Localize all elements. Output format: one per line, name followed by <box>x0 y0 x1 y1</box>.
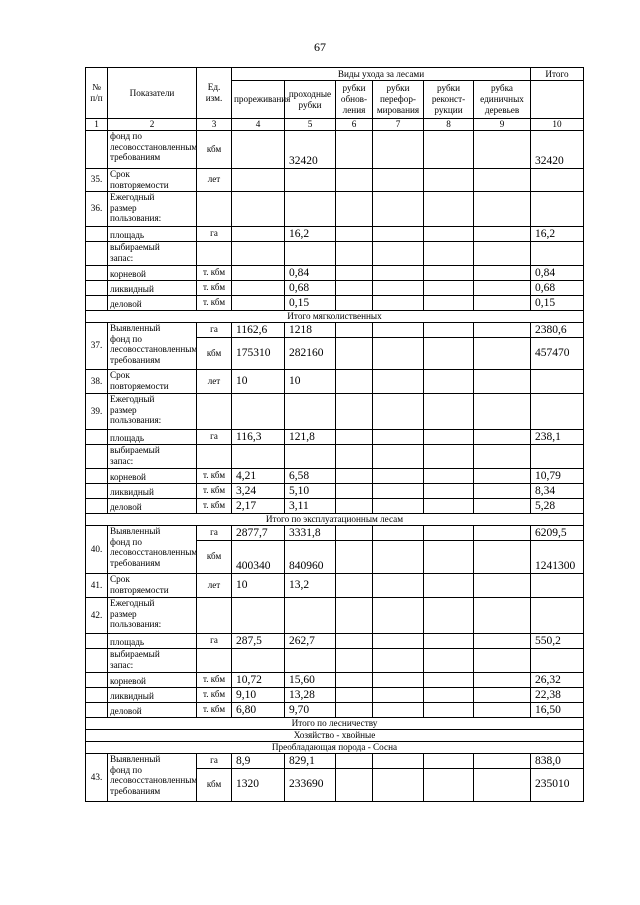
value-total: 238,1 <box>531 429 584 444</box>
header-col-passing: проходные рубки <box>285 81 336 119</box>
value-passing: 5,10 <box>285 483 336 498</box>
col-number: 6 <box>336 119 373 131</box>
value-passing: 233690 <box>285 768 336 801</box>
section-title: Итого мягколиственных <box>86 310 584 322</box>
row-label: Ежегодный размер пользования: <box>108 597 197 633</box>
section-title: Хозяйство - хвойные <box>86 729 584 741</box>
row-unit: лет <box>197 369 232 393</box>
value-passing: 121,8 <box>285 429 336 444</box>
table-row <box>86 393 584 429</box>
row-label: ликвидный <box>108 280 197 295</box>
header-col-reformation: рубки перефор- мирования <box>373 81 424 119</box>
col-number: 9 <box>474 119 531 131</box>
table-row <box>86 525 584 540</box>
value-passing: 1218 <box>285 322 336 337</box>
value-thinning: 400340 <box>232 540 285 573</box>
value-thinning: 116,3 <box>232 429 285 444</box>
value-thinning: 1320 <box>232 768 285 801</box>
header-col-single-trees: рубка единичных деревьев <box>474 81 531 119</box>
row-number: 40. <box>86 525 108 573</box>
row-number: 35. <box>86 168 108 191</box>
col-number: 5 <box>285 119 336 131</box>
col-number: 10 <box>531 119 584 131</box>
row-label: выбираемый запас: <box>108 648 197 672</box>
value-thinning: 6,80 <box>232 702 285 717</box>
row-label: Ежегодный размер пользования: <box>108 393 197 429</box>
row-number: 36. <box>86 191 108 226</box>
value-thinning: 9,10 <box>232 687 285 702</box>
row-unit: га <box>197 322 232 337</box>
row-label: корневой <box>108 468 197 483</box>
row-label: Выявленный фонд по лесовосстановленным требованиям <box>108 525 197 573</box>
row-unit: га <box>197 633 232 648</box>
value-passing: 829,1 <box>285 753 336 768</box>
row-unit: кбм <box>197 768 232 801</box>
value-passing: 0,15 <box>285 295 336 310</box>
table-row <box>86 468 584 483</box>
row-label: площадь <box>108 226 197 241</box>
row-unit: т. кбм <box>197 672 232 687</box>
header-col-thinning: прореживания <box>232 81 285 119</box>
value-thinning: 10 <box>232 573 285 597</box>
value-total: 457470 <box>531 337 584 369</box>
value-thinning: 175310 <box>232 337 285 369</box>
value-passing: 15,60 <box>285 672 336 687</box>
row-unit: лет <box>197 573 232 597</box>
value-total: 22,38 <box>531 687 584 702</box>
row-number: 39. <box>86 393 108 429</box>
row-label: Срок повторяемости <box>108 168 197 191</box>
table-row <box>86 265 584 280</box>
table-row <box>86 130 584 168</box>
row-unit: га <box>197 226 232 241</box>
table-row <box>86 429 584 444</box>
col-number: 4 <box>232 119 285 131</box>
table-row <box>86 702 584 717</box>
table-row <box>86 633 584 648</box>
header-unit: Ед. изм. <box>197 68 232 119</box>
row-label: площадь <box>108 429 197 444</box>
header-col-renewal: рубки обнов- ления <box>336 81 373 119</box>
table-row <box>86 498 584 513</box>
value-passing: 16,2 <box>285 226 336 241</box>
col-number: 3 <box>197 119 232 131</box>
value-total: 10,79 <box>531 468 584 483</box>
row-unit: т. кбм <box>197 483 232 498</box>
row-unit: га <box>197 429 232 444</box>
header-col-reconstruction: рубки реконст- рукции <box>424 81 474 119</box>
value-passing: 840960 <box>285 540 336 573</box>
table-row <box>86 753 584 768</box>
row-unit: т. кбм <box>197 295 232 310</box>
page-number: 67 <box>314 40 326 54</box>
value-total: 26,32 <box>531 672 584 687</box>
row-label: фонд по лесовосстановленным требованиям <box>108 130 197 168</box>
row-label: выбираемый запас: <box>108 444 197 468</box>
row-label: корневой <box>108 265 197 280</box>
row-label: ликвидный <box>108 483 197 498</box>
table-row <box>86 687 584 702</box>
col-number: 7 <box>373 119 424 131</box>
value-total: 1241300 <box>531 540 584 573</box>
value-thinning: 8,9 <box>232 753 285 768</box>
row-unit: га <box>197 753 232 768</box>
row-unit: кбм <box>197 540 232 573</box>
row-unit: га <box>197 525 232 540</box>
row-label: Срок повторяемости <box>108 573 197 597</box>
value-passing: 262,7 <box>285 633 336 648</box>
table-row <box>86 483 584 498</box>
row-number: 42. <box>86 597 108 633</box>
value-passing: 10 <box>285 369 336 393</box>
header-indicators: Показатели <box>108 68 197 119</box>
value-total: 6209,5 <box>531 525 584 540</box>
table-row <box>86 573 584 597</box>
value-passing: 6,58 <box>285 468 336 483</box>
value-total: 235010 <box>531 768 584 801</box>
section-title: Итого по лесничеству <box>86 717 584 729</box>
row-unit: т. кбм <box>197 498 232 513</box>
value-thinning: 2877,7 <box>232 525 285 540</box>
row-unit: лет <box>197 168 232 191</box>
value-passing: 3,11 <box>285 498 336 513</box>
header-total: Итого <box>531 68 584 81</box>
row-label: площадь <box>108 633 197 648</box>
row-number: 41. <box>86 573 108 597</box>
value-thinning: 2,17 <box>232 498 285 513</box>
row-label: Ежегодный размер пользования: <box>108 191 197 226</box>
value-thinning: 3,24 <box>232 483 285 498</box>
value-thinning: 10,72 <box>232 672 285 687</box>
row-unit: т. кбм <box>197 280 232 295</box>
value-total: 0,84 <box>531 265 584 280</box>
row-label: Выявленный фонд по лесовосстановленным требованиям <box>108 753 197 801</box>
value-total: 16,50 <box>531 702 584 717</box>
row-label: деловой <box>108 498 197 513</box>
table-row <box>86 168 584 191</box>
value-total: 550,2 <box>531 633 584 648</box>
table-row <box>86 672 584 687</box>
value-passing: 32420 <box>285 130 336 168</box>
value-thinning: 10 <box>232 369 285 393</box>
col-number: 2 <box>108 119 197 131</box>
table-row <box>86 280 584 295</box>
row-label: Выявленный фонд по лесовосстановленным требованиям <box>108 322 197 369</box>
value-total: 5,28 <box>531 498 584 513</box>
row-label: Срок повторяемости <box>108 369 197 393</box>
table-row <box>86 322 584 337</box>
row-unit: т. кбм <box>197 687 232 702</box>
table-row <box>86 241 584 265</box>
header-no: № п/п <box>86 68 108 119</box>
value-total: 838,0 <box>531 753 584 768</box>
row-number: 37. <box>86 322 108 369</box>
value-total: 32420 <box>531 130 584 168</box>
table-row <box>86 369 584 393</box>
value-passing: 13,28 <box>285 687 336 702</box>
row-number: 43. <box>86 753 108 801</box>
forest-care-table <box>85 67 584 802</box>
row-unit: т. кбм <box>197 702 232 717</box>
row-unit: т. кбм <box>197 265 232 280</box>
header-care-types: Виды ухода за лесами <box>232 68 531 81</box>
table-row <box>86 597 584 633</box>
value-passing: 0,68 <box>285 280 336 295</box>
row-label: корневой <box>108 672 197 687</box>
value-passing: 9,70 <box>285 702 336 717</box>
value-thinning: 287,5 <box>232 633 285 648</box>
section-title: Преобладающая порода - Сосна <box>86 741 584 753</box>
row-label: деловой <box>108 702 197 717</box>
table-row <box>86 226 584 241</box>
col-number: 8 <box>424 119 474 131</box>
value-total: 2380,6 <box>531 322 584 337</box>
row-number: 38. <box>86 369 108 393</box>
value-thinning: 4,21 <box>232 468 285 483</box>
value-total: 16,2 <box>531 226 584 241</box>
value-passing: 282160 <box>285 337 336 369</box>
row-label: деловой <box>108 295 197 310</box>
table-row <box>86 648 584 672</box>
row-label: выбираемый запас: <box>108 241 197 265</box>
value-total: 0,68 <box>531 280 584 295</box>
value-passing: 3331,8 <box>285 525 336 540</box>
row-unit: кбм <box>197 130 232 168</box>
row-unit: т. кбм <box>197 468 232 483</box>
col-number: 1 <box>86 119 108 131</box>
value-passing: 13,2 <box>285 573 336 597</box>
table-row <box>86 444 584 468</box>
value-thinning: 1162,6 <box>232 322 285 337</box>
table-row <box>86 295 584 310</box>
table-row <box>86 191 584 226</box>
value-total: 8,34 <box>531 483 584 498</box>
value-total: 0,15 <box>531 295 584 310</box>
row-unit: кбм <box>197 337 232 369</box>
value-passing: 0,84 <box>285 265 336 280</box>
section-title: Итого по эксплуатационным лесам <box>86 513 584 525</box>
row-label: ликвидный <box>108 687 197 702</box>
